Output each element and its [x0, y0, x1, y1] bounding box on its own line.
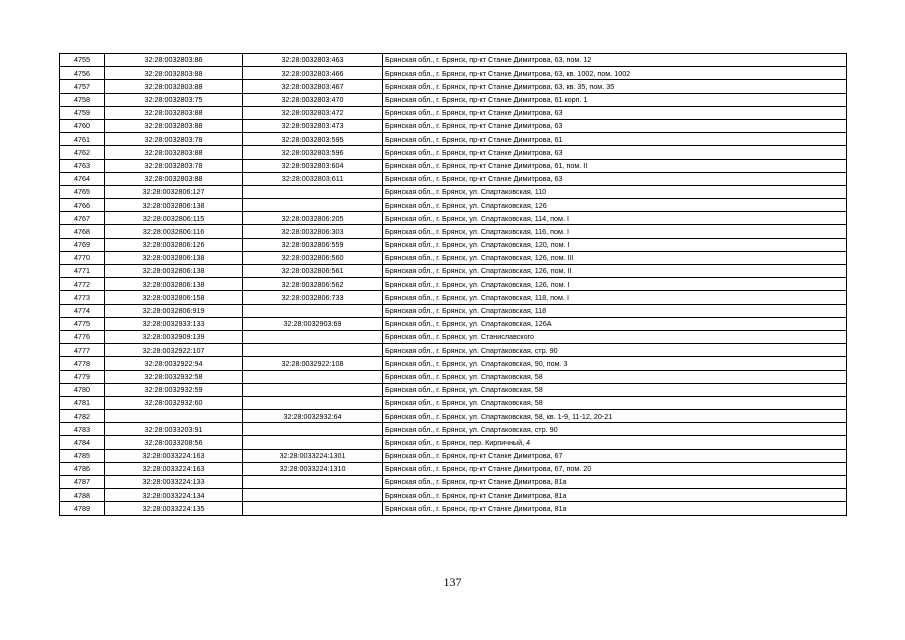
row-number-cell: 4755 [60, 54, 105, 67]
cadastral-number-cell: 32:28:0032803:86 [105, 54, 243, 67]
object-cadastral-number-cell: 32:28:0032803:463 [243, 54, 383, 67]
object-cadastral-number-cell: 32:28:0032932:64 [243, 410, 383, 423]
cadastral-number-cell: 32:28:0033224:134 [105, 489, 243, 502]
cadastral-number-cell: 32:28:0032803:75 [105, 93, 243, 106]
address-cell: Брянская обл., г. Брянск, пр-кт Станке Димитрова, 63 [383, 172, 847, 185]
table-row [60, 172, 847, 185]
table-row [60, 119, 847, 132]
cadastral-number-cell: 32:28:0032806:138 [105, 265, 243, 278]
cadastral-number-cell: 32:28:0032922:107 [105, 344, 243, 357]
table-row [60, 344, 847, 357]
table-row [60, 317, 847, 330]
cadastral-number-cell: 32:28:0033224:163 [105, 449, 243, 462]
address-cell: Брянская обл., г. Брянск, пр-кт Станке Димитрова, 61, пом. II [383, 159, 847, 172]
row-number-cell: 4761 [60, 133, 105, 146]
table-row [60, 265, 847, 278]
table-row [60, 449, 847, 462]
table-row [60, 278, 847, 291]
cadastral-number-cell: 32:28:0032803:88 [105, 172, 243, 185]
cadastral-number-cell: 32:28:0032806:138 [105, 199, 243, 212]
object-cadastral-number-cell: 32:28:0032806:303 [243, 225, 383, 238]
table-row [60, 146, 847, 159]
object-cadastral-number-cell [243, 199, 383, 212]
row-number-cell: 4757 [60, 80, 105, 93]
address-cell: Брянская обл., г. Брянск, ул. Спартаковская, 114, пом. I [383, 212, 847, 225]
cadastral-number-cell: 32:28:0032806:115 [105, 212, 243, 225]
cadastral-number-cell: 32:28:0033203:91 [105, 423, 243, 436]
table-row [60, 199, 847, 212]
row-number-cell: 4787 [60, 476, 105, 489]
address-cell: Брянская обл., г. Брянск, пр-кт Станке Димитрова, 63, пом. 12 [383, 54, 847, 67]
table-row [60, 370, 847, 383]
row-number-cell: 4782 [60, 410, 105, 423]
table-row [60, 476, 847, 489]
row-number-cell: 4768 [60, 225, 105, 238]
object-cadastral-number-cell [243, 185, 383, 198]
row-number-cell: 4766 [60, 199, 105, 212]
object-cadastral-number-cell: 32:28:0033224:1310 [243, 462, 383, 475]
object-cadastral-number-cell: 32:28:0032922:108 [243, 357, 383, 370]
object-cadastral-number-cell: 32:28:0032803:472 [243, 106, 383, 119]
address-cell: Брянская обл., г. Брянск, пр-кт Станке Димитрова, 63 [383, 146, 847, 159]
table-row [60, 304, 847, 317]
row-number-cell: 4783 [60, 423, 105, 436]
cadastral-number-cell: 32:28:0032932:59 [105, 383, 243, 396]
cadastral-number-cell [105, 410, 243, 423]
table-row [60, 462, 847, 475]
row-number-cell: 4779 [60, 370, 105, 383]
object-cadastral-number-cell: 32:28:0032903:69 [243, 317, 383, 330]
table-row [60, 383, 847, 396]
row-number-cell: 4771 [60, 265, 105, 278]
registry-table [59, 53, 847, 516]
object-cadastral-number-cell [243, 304, 383, 317]
cadastral-number-cell: 32:28:0032803:88 [105, 80, 243, 93]
address-cell: Брянская обл., г. Брянск, пр-кт Станке Димитрова, 81а [383, 476, 847, 489]
cadastral-number-cell: 32:28:0032806:138 [105, 251, 243, 264]
row-number-cell: 4788 [60, 489, 105, 502]
cadastral-number-cell: 32:28:0032806:919 [105, 304, 243, 317]
address-cell: Брянская обл., г. Брянск, пр-кт Станке Димитрова, 63, кв. 1002, пом. 1002 [383, 67, 847, 80]
table-row [60, 67, 847, 80]
object-cadastral-number-cell: 32:28:0032803:466 [243, 67, 383, 80]
table-row [60, 106, 847, 119]
address-cell: Брянская обл., г. Брянск, пр-кт Станке Димитрова, 81а [383, 489, 847, 502]
address-cell: Брянская обл., г. Брянск, ул. Спартаковская, стр. 90 [383, 344, 847, 357]
row-number-cell: 4789 [60, 502, 105, 515]
object-cadastral-number-cell [243, 423, 383, 436]
object-cadastral-number-cell: 32:28:0032803:604 [243, 159, 383, 172]
cadastral-number-cell: 32:28:0032803:88 [105, 106, 243, 119]
object-cadastral-number-cell: 32:28:0032806:562 [243, 278, 383, 291]
row-number-cell: 4758 [60, 93, 105, 106]
cadastral-number-cell: 32:28:0032803:78 [105, 133, 243, 146]
table-row [60, 238, 847, 251]
object-cadastral-number-cell [243, 436, 383, 449]
row-number-cell: 4785 [60, 449, 105, 462]
cadastral-number-cell: 32:28:0033224:163 [105, 462, 243, 475]
cadastral-number-cell: 32:28:0032803:88 [105, 146, 243, 159]
cadastral-number-cell: 32:28:0032803:88 [105, 119, 243, 132]
table-row [60, 225, 847, 238]
cadastral-number-cell: 32:28:0032806:127 [105, 185, 243, 198]
object-cadastral-number-cell: 32:28:0032803:470 [243, 93, 383, 106]
table-row [60, 330, 847, 343]
object-cadastral-number-cell [243, 370, 383, 383]
cadastral-number-cell: 32:28:0033224:135 [105, 502, 243, 515]
row-number-cell: 4760 [60, 119, 105, 132]
address-cell: Брянская обл., г. Брянск, пр-кт Станке Димитрова, 67, пом. 20 [383, 462, 847, 475]
cadastral-number-cell: 32:28:0032806:158 [105, 291, 243, 304]
object-cadastral-number-cell: 32:28:0032803:595 [243, 133, 383, 146]
object-cadastral-number-cell [243, 489, 383, 502]
table-row [60, 410, 847, 423]
address-cell: Брянская обл., г. Брянск, пр-кт Станке Димитрова, 81а [383, 502, 847, 515]
cadastral-number-cell: 32:28:0032806:126 [105, 238, 243, 251]
row-number-cell: 4772 [60, 278, 105, 291]
cadastral-number-cell: 32:28:0032932:58 [105, 370, 243, 383]
row-number-cell: 4765 [60, 185, 105, 198]
object-cadastral-number-cell [243, 344, 383, 357]
row-number-cell: 4756 [60, 67, 105, 80]
row-number-cell: 4781 [60, 396, 105, 409]
address-cell: Брянская обл., г. Брянск, ул. Станиславского [383, 330, 847, 343]
row-number-cell: 4767 [60, 212, 105, 225]
address-cell: Брянская обл., г. Брянск, ул. Спартаковская, 58 [383, 383, 847, 396]
address-cell: Брянская обл., г. Брянск, ул. Спартаковская, стр. 90 [383, 423, 847, 436]
row-number-cell: 4786 [60, 462, 105, 475]
object-cadastral-number-cell: 32:28:0032806:560 [243, 251, 383, 264]
table-row [60, 396, 847, 409]
row-number-cell: 4780 [60, 383, 105, 396]
cadastral-number-cell: 32:28:0032932:60 [105, 396, 243, 409]
address-cell: Брянская обл., г. Брянск, пр-кт Станке Димитрова, 63 [383, 106, 847, 119]
cadastral-number-cell: 32:28:0032922:94 [105, 357, 243, 370]
row-number-cell: 4769 [60, 238, 105, 251]
address-cell: Брянская обл., г. Брянск, ул. Спартаковская, 58 [383, 370, 847, 383]
address-cell: Брянская обл., г. Брянск, ул. Спартаковская, 90, пом. 3 [383, 357, 847, 370]
address-cell: Брянская обл., г. Брянск, пр-кт Станке Димитрова, 61 [383, 133, 847, 146]
address-cell: Брянская обл., г. Брянск, ул. Спартаковская, 126, пом. I [383, 278, 847, 291]
table-row [60, 423, 847, 436]
object-cadastral-number-cell [243, 502, 383, 515]
row-number-cell: 4764 [60, 172, 105, 185]
table-row [60, 54, 847, 67]
object-cadastral-number-cell: 32:28:0033224:1301 [243, 449, 383, 462]
cadastral-number-cell: 32:28:0033224:133 [105, 476, 243, 489]
table-row [60, 291, 847, 304]
address-cell: Брянская обл., г. Брянск, ул. Спартаковская, 116, пом. I [383, 225, 847, 238]
row-number-cell: 4759 [60, 106, 105, 119]
address-cell: Брянская обл., г. Брянск, пр-кт Станке Димитрова, 63 [383, 119, 847, 132]
table-row [60, 502, 847, 515]
address-cell: Брянская обл., г. Брянск, пр-кт Станке Димитрова, 61 корп. 1 [383, 93, 847, 106]
page-number: 137 [443, 575, 462, 589]
row-number-cell: 4778 [60, 357, 105, 370]
row-number-cell: 4770 [60, 251, 105, 264]
cadastral-number-cell: 32:28:0032933:133 [105, 317, 243, 330]
object-cadastral-number-cell: 32:28:0032803:467 [243, 80, 383, 93]
cadastral-number-cell: 32:28:0032803:78 [105, 159, 243, 172]
object-cadastral-number-cell: 32:28:0032803:473 [243, 119, 383, 132]
table-row [60, 489, 847, 502]
row-number-cell: 4777 [60, 344, 105, 357]
cadastral-number-cell: 32:28:0032806:116 [105, 225, 243, 238]
object-cadastral-number-cell: 32:28:0032803:611 [243, 172, 383, 185]
cadastral-number-cell: 32:28:0032803:88 [105, 67, 243, 80]
address-cell: Брянская обл., г. Брянск, пер. Кирпичный, 4 [383, 436, 847, 449]
address-cell: Брянская обл., г. Брянск, ул. Спартаковская, 58 [383, 396, 847, 409]
row-number-cell: 4784 [60, 436, 105, 449]
row-number-cell: 4776 [60, 330, 105, 343]
address-cell: Брянская обл., г. Брянск, ул. Спартаковская, 126, пом. III [383, 251, 847, 264]
row-number-cell: 4762 [60, 146, 105, 159]
address-cell: Брянская обл., г. Брянск, ул. Спартаковская, 120, пом. I [383, 238, 847, 251]
address-cell: Брянская обл., г. Брянск, ул. Спартаковская, 118, пом. I [383, 291, 847, 304]
object-cadastral-number-cell: 32:28:0032803:596 [243, 146, 383, 159]
table-row [60, 212, 847, 225]
object-cadastral-number-cell: 32:28:0032806:205 [243, 212, 383, 225]
object-cadastral-number-cell: 32:28:0032806:561 [243, 265, 383, 278]
row-number-cell: 4773 [60, 291, 105, 304]
table-row [60, 251, 847, 264]
address-cell: Брянская обл., г. Брянск, пр-кт Станке Димитрова, 63, кв. 35, пом. 35 [383, 80, 847, 93]
table-row [60, 159, 847, 172]
address-cell: Брянская обл., г. Брянск, ул. Спартаковская, 126 [383, 199, 847, 212]
row-number-cell: 4774 [60, 304, 105, 317]
row-number-cell: 4775 [60, 317, 105, 330]
object-cadastral-number-cell [243, 383, 383, 396]
object-cadastral-number-cell: 32:28:0032806:733 [243, 291, 383, 304]
address-cell: Брянская обл., г. Брянск, пр-кт Станке Димитрова, 67 [383, 449, 847, 462]
table-body [60, 54, 847, 516]
table-row [60, 93, 847, 106]
object-cadastral-number-cell [243, 330, 383, 343]
address-cell: Брянская обл., г. Брянск, ул. Спартаковская, 126А [383, 317, 847, 330]
cadastral-number-cell: 32:28:0033208:56 [105, 436, 243, 449]
table-row [60, 80, 847, 93]
table-row [60, 436, 847, 449]
table-row [60, 185, 847, 198]
object-cadastral-number-cell [243, 476, 383, 489]
address-cell: Брянская обл., г. Брянск, ул. Спартаковская, 126, пом. II [383, 265, 847, 278]
row-number-cell: 4763 [60, 159, 105, 172]
cadastral-number-cell: 32:28:0032806:138 [105, 278, 243, 291]
object-cadastral-number-cell: 32:28:0032806:559 [243, 238, 383, 251]
object-cadastral-number-cell [243, 396, 383, 409]
table-row [60, 133, 847, 146]
table-row [60, 357, 847, 370]
address-cell: Брянская обл., г. Брянск, ул. Спартаковская, 110 [383, 185, 847, 198]
cadastral-number-cell: 32:28:0032909:139 [105, 330, 243, 343]
address-cell: Брянская обл., г. Брянск, ул. Спартаковская, 118 [383, 304, 847, 317]
address-cell: Брянская обл., г. Брянск, ул. Спартаковская, 58, кв. 1-9, 11-12, 20-21 [383, 410, 847, 423]
